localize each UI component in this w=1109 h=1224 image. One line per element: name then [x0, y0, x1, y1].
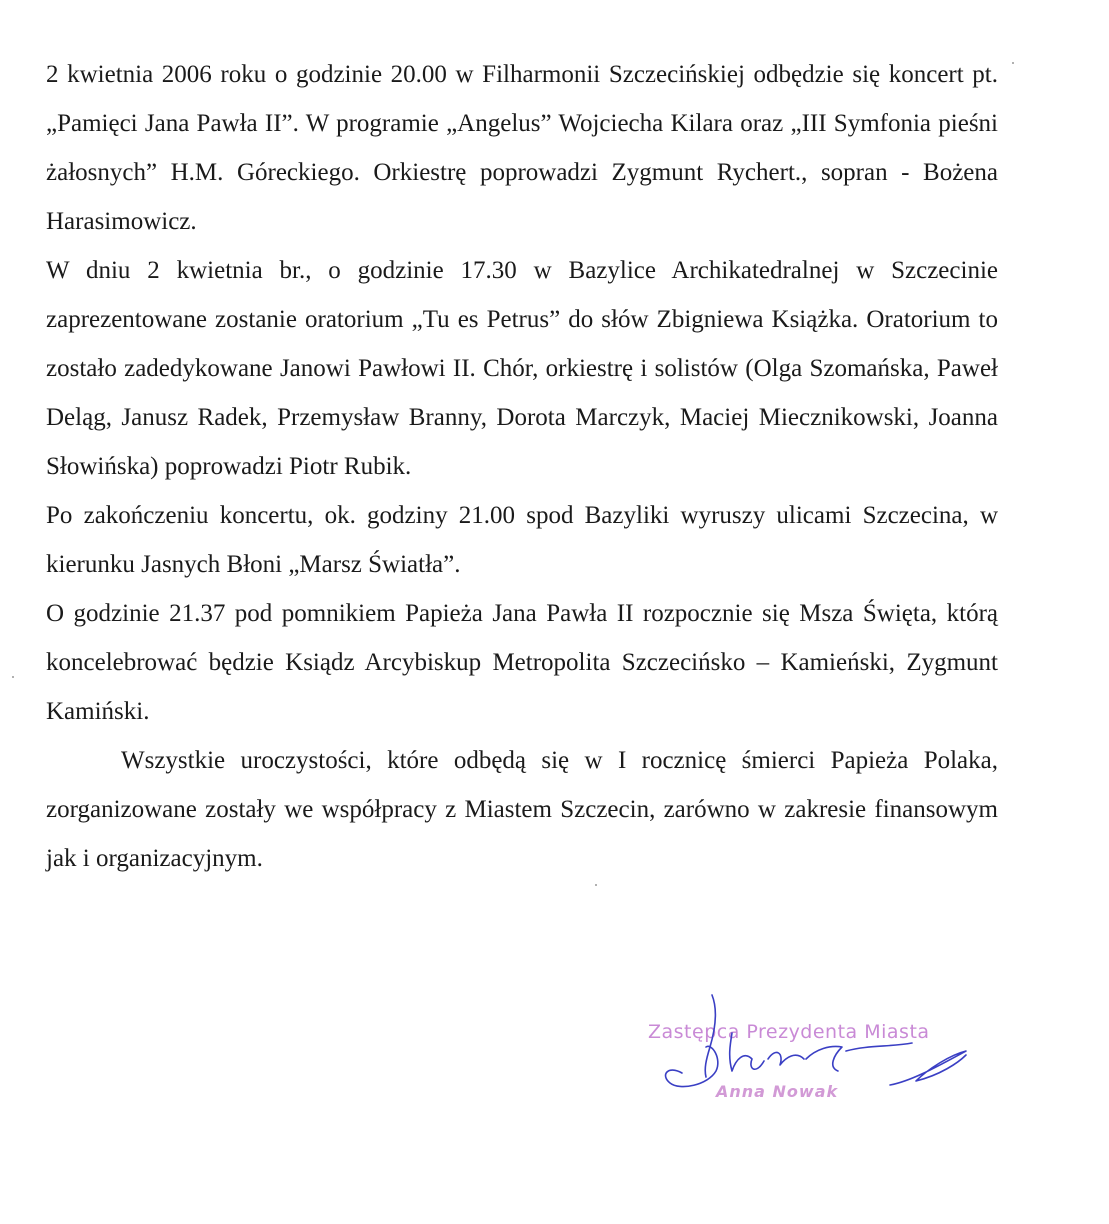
stamp-title: Zastępca Prezydenta Miasta	[648, 1021, 930, 1043]
scan-speck	[1012, 62, 1014, 64]
document-body	[46, 50, 998, 883]
paragraph-concert-philharmonic: 2 kwietnia 2006 roku o godzinie 20.00 w Filharmonii Szczecińskiej odbędzie się koncert pt. „Pamięci Jana Pawła II”. W programie „Angelus” Wojciecha Kilara oraz „III Symfonia pieśni żałosnych” H.M. Góreckiego. Orkiestrę poprowadzi Zygmunt Rychert., sopran - Bożena Harasimowicz.	[46, 61, 998, 235]
paragraph-oratorium: W dniu 2 kwietnia br., o godzinie 17.30 w Bazylice Archikatedralnej w Szczecinie zaprezentowane zostanie oratorium „Tu es Petrus” do słów Zbigniewa Książka. Oratorium to zostało zadedykowane Janowi Pawłowi II. Chór, orkiestrę i solistów (Olga Szomańska, Paweł Deląg, Janusz Radek, Przemysław Branny, Dorota Marczyk, Maciej Miecznikowski, Joanna Słowińska) poprowadzi Piotr Rubik.	[46, 257, 998, 480]
paragraph-march-of-light: Po zakończeniu koncertu, ok. godziny 21.00 spod Bazyliki wyruszy ulicami Szczecina, w kierunku Jasnych Błoni „Marsz Światła”.	[46, 502, 998, 578]
signature-stamp-area	[620, 985, 1000, 1125]
paragraph-summary: Wszystkie uroczystości, które odbędą się w I rocznicę śmierci Papieża Polaka, zorganizowane zostały we współpracy z Miastem Szczecin, zarówno w zakresie finansowym jak i organizacyjnym.	[46, 747, 998, 872]
scan-speck	[595, 884, 597, 886]
paragraph-holy-mass: O godzinie 21.37 pod pomnikiem Papieża Jana Pawła II rozpocznie się Msza Święta, którą koncelebrować będzie Ksiądz Arcybiskup Metropolita Szczecińsko – Kamieński, Zygmunt Kamiński.	[46, 600, 998, 725]
scan-speck	[12, 676, 14, 678]
handwritten-signature	[620, 985, 1000, 1125]
stamp-name: Anna Nowak	[716, 1082, 839, 1101]
